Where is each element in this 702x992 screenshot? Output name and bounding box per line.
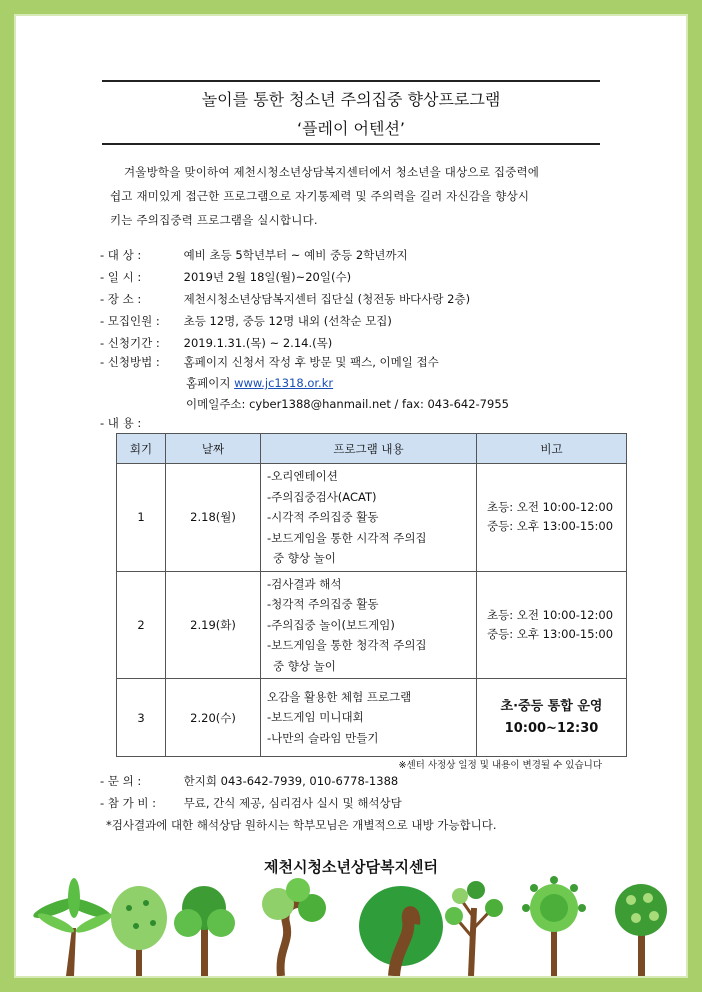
info-value: 초등 12명, 중등 12명 내외 (선착순 모집) bbox=[183, 314, 392, 328]
content-item: -시각적 주의집중 활동 bbox=[267, 510, 379, 524]
content-item: -주의집중검사(ACAT) bbox=[267, 489, 377, 504]
intro-line: 겨울방학을 맞이하여 제천시청소년상담복지센터에서 청소년을 대상으로 집중력에 bbox=[124, 165, 540, 179]
session-cell: 2 bbox=[117, 571, 166, 679]
info-label: - 일 시 : bbox=[100, 270, 142, 284]
homepage-link[interactable]: www.jc1318.or.kr bbox=[234, 376, 334, 390]
sun-tree-icon bbox=[522, 876, 586, 976]
info-method bbox=[100, 354, 439, 370]
info-contact bbox=[100, 773, 398, 789]
title-line-2: ‘플레이 어텐션’ bbox=[297, 119, 405, 138]
info-label: - 대 상 : bbox=[100, 248, 142, 262]
info-value: 예비 초등 5학년부터 ~ 예비 중등 2학년까지 bbox=[183, 248, 408, 262]
table-row bbox=[117, 464, 627, 572]
info-email: 이메일주소: cyber1388@hanmail.net / fax: 043-642-7955 bbox=[186, 397, 509, 411]
header-content: 프로그램 내용 bbox=[261, 434, 477, 464]
info-label: - 신청기간 : bbox=[100, 336, 160, 350]
note-line: 중등: 오후 13:00-15:00 bbox=[487, 519, 614, 534]
note-line: 초등: 오전 10:00-12:00 bbox=[487, 607, 614, 622]
title-rule-top bbox=[102, 80, 600, 82]
date-cell: 2.18(월) bbox=[166, 464, 261, 572]
info-value: 홈페이지 신청서 작성 후 방문 및 팩스, 이메일 접수 bbox=[183, 355, 439, 369]
content-item: -나만의 슬라임 만들기 bbox=[267, 730, 379, 745]
info-label: - 신청방법 : bbox=[100, 355, 160, 369]
title-line-1: 놀이를 통한 청소년 주의집중 향상프로그램 bbox=[201, 90, 501, 109]
content-item: 중 향상 놀이 bbox=[273, 658, 336, 673]
info-value: 제천시청소년상담복지센터 집단실 (청전동 바다사랑 2층) bbox=[183, 292, 471, 306]
content-cell bbox=[261, 571, 477, 679]
info-value: 무료, 간식 제공, 심리검사 실시 및 해석상담 bbox=[183, 796, 402, 810]
header-date: 날짜 bbox=[166, 434, 261, 464]
content-item: -검사결과 해석 bbox=[267, 576, 342, 591]
note-line: 10:00~12:30 bbox=[504, 720, 599, 736]
organization-name: 제천시청소년상담복지센터 bbox=[264, 858, 438, 876]
note-line: 중등: 오후 13:00-15:00 bbox=[487, 626, 614, 641]
date-cell: 2.20(수) bbox=[166, 679, 261, 757]
info-homepage bbox=[186, 375, 333, 391]
note-cell bbox=[477, 679, 627, 757]
content-item: 오감을 활용한 체험 프로그램 bbox=[267, 689, 412, 704]
intro-paragraph bbox=[110, 160, 600, 232]
note-cell bbox=[477, 571, 627, 679]
content-item: -청각적 주의집중 활동 bbox=[267, 597, 379, 611]
info-date bbox=[100, 269, 351, 285]
header-session: 회기 bbox=[117, 434, 166, 464]
note-line: 초등: 오전 10:00-12:00 bbox=[487, 500, 614, 515]
big-green-tree-icon bbox=[359, 886, 443, 976]
dotted-tree-icon bbox=[111, 886, 167, 976]
info-place bbox=[100, 291, 470, 307]
palm-tree-icon bbox=[31, 878, 114, 976]
info-label: - 모집인원 : bbox=[100, 314, 160, 328]
content-item: -보드게임 미니대회 bbox=[267, 710, 364, 725]
intro-line: 키는 주의집중력 프로그램을 실시합니다. bbox=[110, 213, 318, 227]
branch-tree-icon bbox=[445, 881, 503, 976]
swirl-tree-icon bbox=[262, 878, 326, 976]
info-value: 2019.1.31.(목) ~ 2.14.(목) bbox=[183, 336, 333, 350]
session-cell: 1 bbox=[117, 464, 166, 572]
note-cell bbox=[477, 464, 627, 572]
info-fee bbox=[100, 795, 402, 811]
bubble-tree-icon bbox=[615, 884, 667, 976]
note-line: 초·중등 통합 운영 bbox=[500, 698, 603, 714]
homepage-label: 홈페이지 bbox=[186, 376, 231, 390]
program-table bbox=[116, 433, 627, 757]
info-target bbox=[100, 247, 408, 263]
info-label: - 장 소 : bbox=[100, 292, 142, 306]
tree-illustration bbox=[16, 868, 686, 976]
info-capacity bbox=[100, 313, 392, 329]
content-item: 중 향상 놀이 bbox=[273, 551, 336, 565]
info-value: 한지희 043-642-7939, 010-6778-1388 bbox=[183, 774, 399, 788]
info-content: - 내 용 : bbox=[100, 416, 142, 430]
content-item: -보드게임을 통한 시각적 주의집 bbox=[267, 530, 427, 545]
content-cell bbox=[261, 464, 477, 572]
content-cell bbox=[261, 679, 477, 757]
bottom-note: *검사결과에 대한 해석상담 원하시는 학부모님은 개별적으로 내방 가능합니다. bbox=[106, 818, 497, 832]
content-item: -오리엔테이션 bbox=[267, 469, 338, 483]
info-label: - 참 가 비 : bbox=[100, 796, 156, 810]
header-note: 비고 bbox=[477, 434, 627, 464]
title-rule-bottom bbox=[102, 143, 600, 145]
info-period bbox=[100, 335, 332, 351]
session-cell: 3 bbox=[117, 679, 166, 757]
info-value: 2019년 2월 18일(월)~20일(수) bbox=[183, 270, 352, 284]
intro-line: 쉽고 재미있게 접근한 프로그램으로 자기통제력 및 주의력을 길러 자신감을 향상시 bbox=[110, 189, 530, 203]
schedule-change-note: ※센터 사정상 일정 및 내용이 변경될 수 있습니다 bbox=[398, 760, 602, 771]
content-item: -주의집중 놀이(보드게임) bbox=[267, 617, 395, 632]
info-label: - 문 의 : bbox=[100, 774, 142, 788]
content-item: -보드게임을 통한 청각적 주의집 bbox=[267, 638, 427, 652]
table-row bbox=[117, 679, 627, 757]
table-header-row bbox=[117, 434, 627, 464]
date-cell: 2.19(화) bbox=[166, 571, 261, 679]
bush-tree-icon bbox=[174, 886, 235, 976]
table-row bbox=[117, 571, 627, 679]
